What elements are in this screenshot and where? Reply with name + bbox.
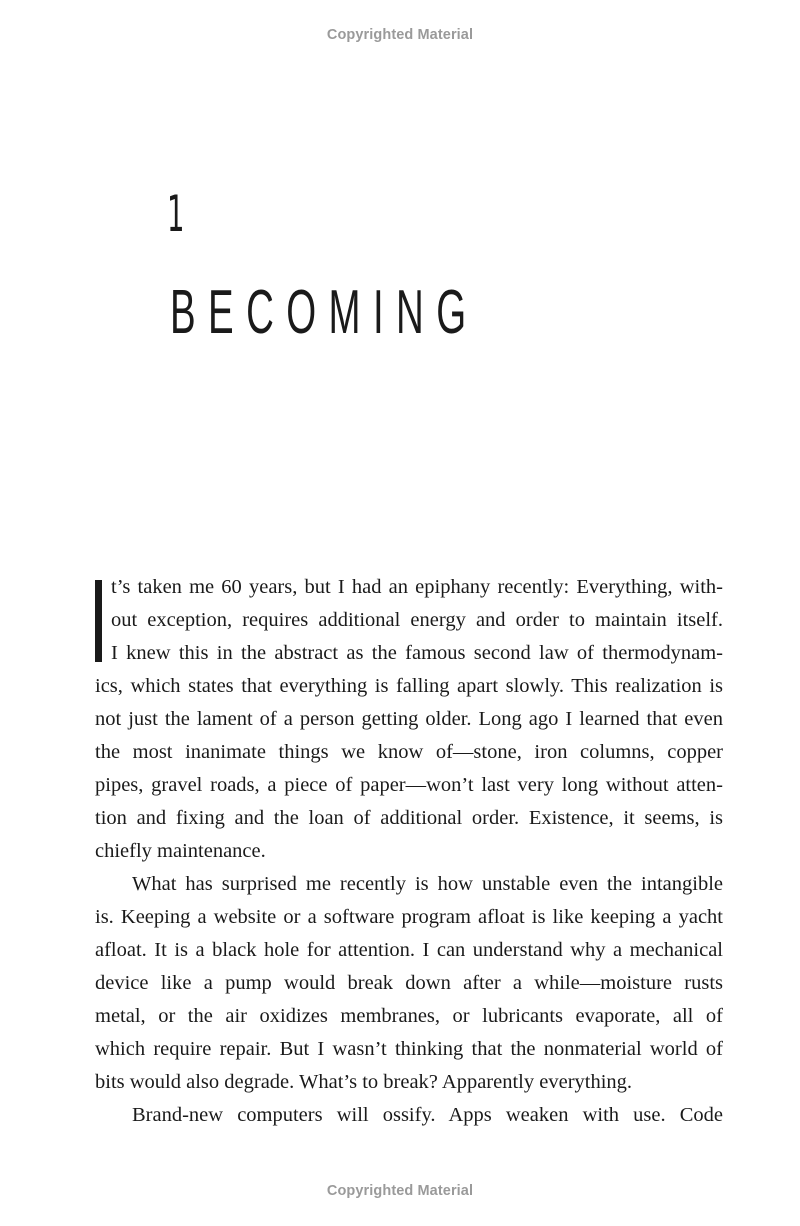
text-line: Brand-new computers will ossify. Apps weaken with use. Code (132, 1104, 723, 1126)
text-line: device like a pump would break down after a while—moisture rusts (95, 972, 723, 994)
text-line: afloat. It is a black hole for attention. I can understand why a mechanical (95, 939, 723, 961)
chapter-number: 1 (167, 185, 185, 243)
text-line: bits would also degrade. What’s to break? Apparently everything. (95, 1071, 633, 1093)
text-line: metal, or the air oxidizes membranes, or lubricants evaporate, all of (95, 1005, 723, 1027)
copyright-watermark-top: Copyrighted Material (326, 27, 474, 43)
text-line: ics, which states that everything is falling apart slowly. This realization is (95, 675, 723, 697)
text-line: tion and fixing and the loan of additional order. Existence, it seems, is (95, 807, 723, 829)
chapter-title: BECOMING (170, 278, 479, 347)
text-line: What has surprised me recently is how unstable even the intangible (132, 873, 723, 895)
text-line: I knew this in the abstract as the famous second law of thermodynam- (111, 642, 723, 664)
text-line: the most inanimate things we know of—stone, iron columns, copper (95, 741, 723, 763)
text-line: pipes, gravel roads, a piece of paper—won’t last very long without atten- (95, 774, 723, 796)
copyright-watermark-bottom: Copyrighted Material (326, 1183, 474, 1199)
text-line: chiefly maintenance. (95, 840, 266, 862)
text-line: out exception, requires additional energy and order to maintain itself. (111, 609, 723, 631)
text-line: which require repair. But I wasn’t thinking that the nonmaterial world of (95, 1038, 723, 1060)
text-line: not just the lament of a person getting older. Long ago I learned that even (95, 708, 723, 730)
body-text (95, 571, 723, 1132)
text-line: t’s taken me 60 years, but I had an epiphany recently: Everything, with- (111, 576, 723, 598)
text-line: is. Keeping a website or a software program afloat is like keeping a yacht (95, 906, 723, 928)
